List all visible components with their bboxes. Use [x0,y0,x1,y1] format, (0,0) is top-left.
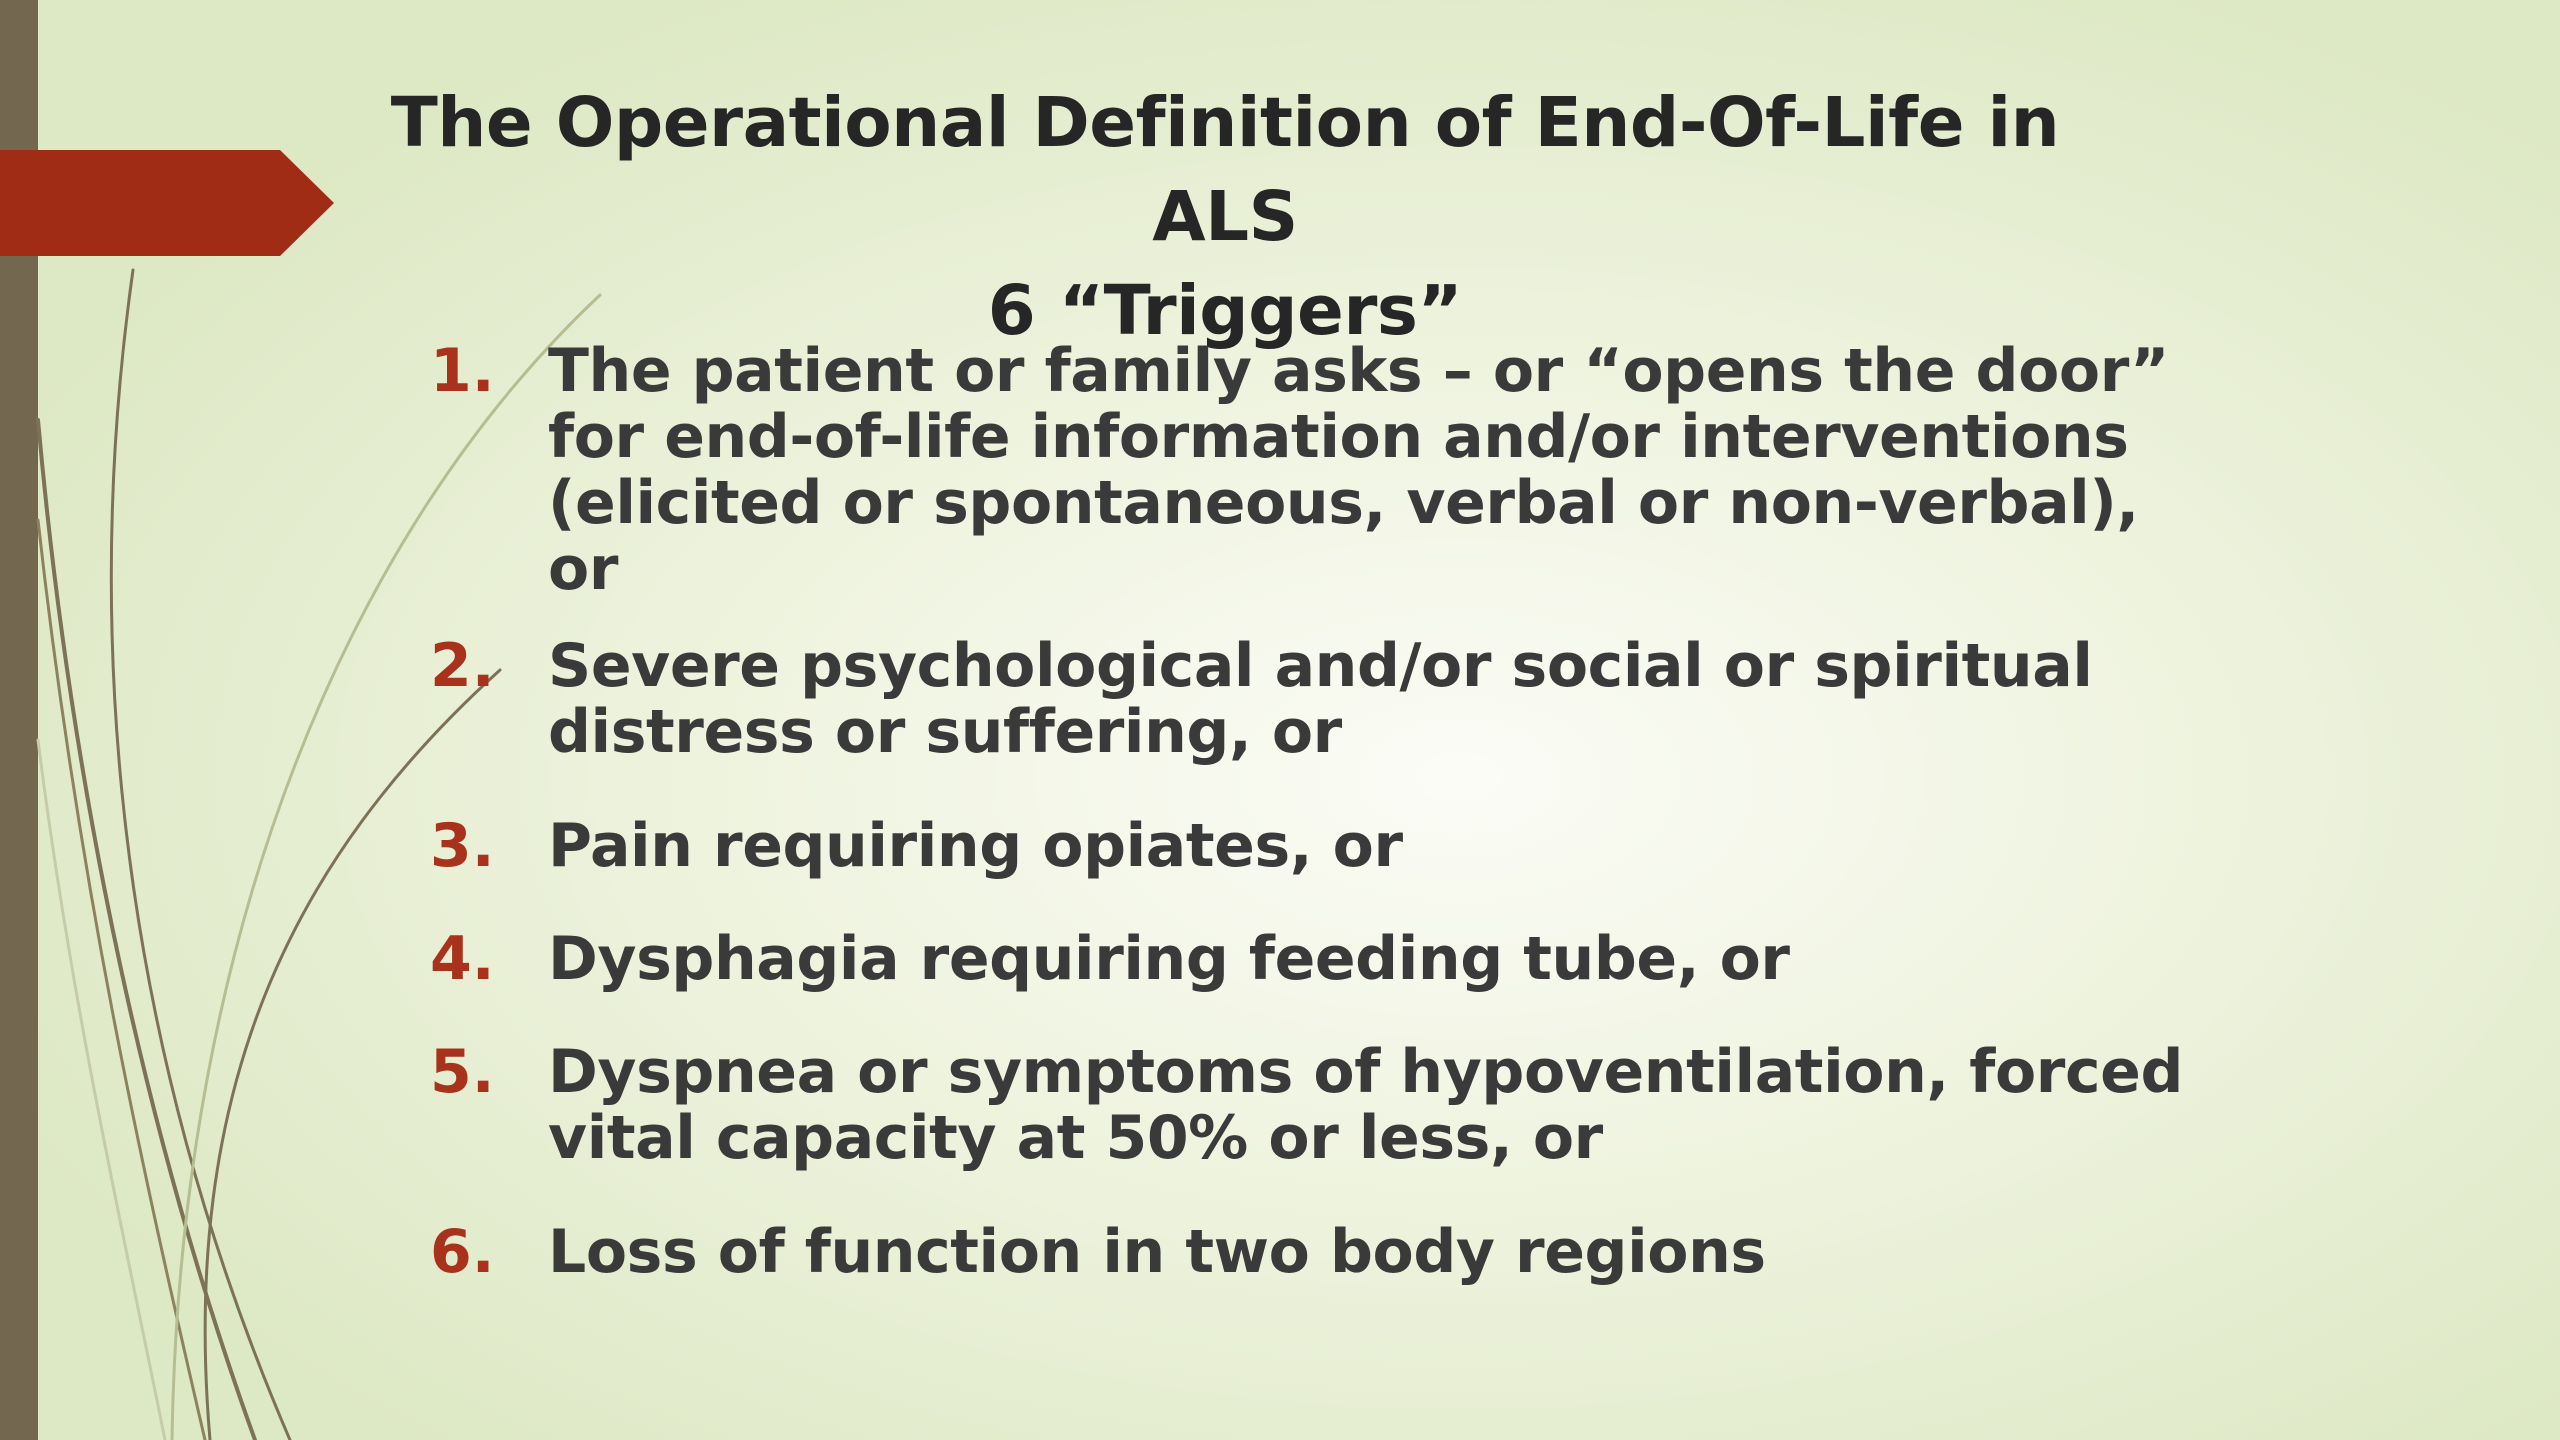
list-item-number: 3. [430,811,495,881]
list-item-text: Dysphagia requiring feeding tube, or [548,924,1790,994]
list-item-number: 1. [430,336,495,406]
list-item [430,633,2190,765]
left-accent-bar [0,0,38,1440]
list-item-text: Loss of function in two body regions [548,1217,1766,1287]
list-item-text: Pain requiring opiates, or [548,811,1403,881]
list-item [430,1219,2190,1285]
list-item-number: 4. [430,924,495,994]
list-item-text: Severe psychological and/or social or spiritual distress or suffering, or [548,631,2093,767]
triggers-list [430,338,2190,1285]
slide-title [320,76,2130,358]
list-item-number: 5. [430,1037,495,1107]
list-item-number: 6. [430,1217,495,1287]
list-item [430,1039,2190,1171]
title-arrow-shape [0,150,334,256]
list-item [430,813,2190,879]
slide-title-line-1: The Operational Definition of End-Of-Life in ALS [390,83,2060,257]
list-item [430,926,2190,992]
list-item-number: 2. [430,631,495,701]
decor-curve [111,270,290,1440]
decor-curve [38,740,165,1440]
list-item-text: Dyspnea or symptoms of hypoventilation, forced vital capacity at 50% or less, or [548,1037,2183,1173]
decor-curve [38,520,205,1440]
slide-title-line-2: 6 “Triggers” [987,271,1463,351]
decor-curve [38,420,255,1440]
list-item-text: The patient or family asks – or “opens the door” for end-of-life information and/or interventions (elicited or spontaneous, verbal or non-verbal), or [548,336,2170,604]
list-item [430,338,2190,602]
